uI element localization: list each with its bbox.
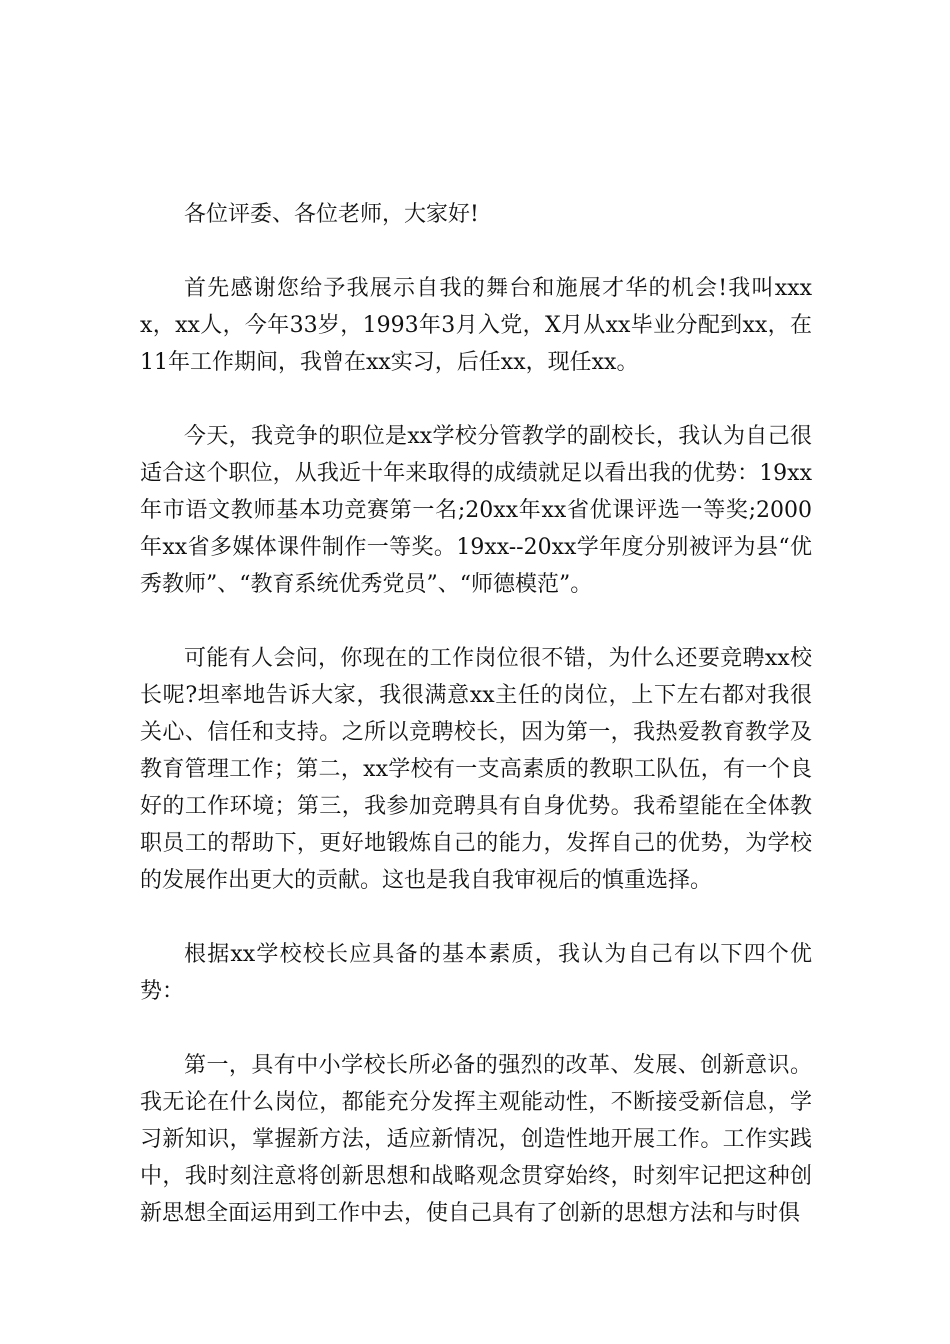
advantages-intro-paragraph: 根据xx学校校长应具备的基本素质，我认为自己有以下四个优势： <box>140 942 812 1004</box>
first-advantage-paragraph: 第一，具有中小学校长所必备的强烈的改革、发展、创新意识。我无论在什么岗位，都能充分发挥主观能动性，不断接受新信息，学习新知识，掌握新方法，适应新情况，创造性地开展工作。工作实践中，我时刻注意将创新思想和战略观念贯穿始终，时刻牢记把这种创新思想全面运用到工作中去，使自己具有了创新的思想方法和与时俱 <box>140 1053 812 1226</box>
greeting-paragraph: 各位评委、各位老师，大家好! <box>184 202 479 227</box>
introduction-paragraph: 首先感谢您给予我展示自我的舞台和施展才华的机会!我叫xxxx，xx人，今年33岁，1993年3月入党，X月从xx毕业分配到xx，在11年工作期间，我曾在xx实习，后任xx，现任xx。 <box>140 276 812 375</box>
position-achievements-paragraph: 今天，我竞争的职位是xx学校分管教学的副校长，我认为自己很适合这个职位，从我近十年来取得的成绩就足以看出我的优势：19xx年市语文教师基本功竞赛第一名;20xx年xx省优课评选一等奖;2000年xx省多媒体课件制作一等奖。19xx--20xx学年度分别被评为县“优秀教师”、“教育系统优秀党员”、“师德模范”。 <box>140 424 812 597</box>
document-body <box>140 196 812 1232</box>
motivation-paragraph: 可能有人会问，你现在的工作岗位很不错，为什么还要竞聘xx校长呢?坦率地告诉大家，我很满意xx主任的岗位，上下左右都对我很关心、信任和支持。之所以竞聘校长，因为第一，我热爱教育教学及教育管理工作；第二，xx学校有一支高素质的教职工队伍，有一个良好的工作环境；第三，我参加竞聘具有自身优势。我希望能在全体教职员工的帮助下，更好地锻炼自己的能力，发挥自己的优势，为学校的发展作出更大的贡献。这也是我自我审视后的慎重选择。 <box>140 646 812 893</box>
